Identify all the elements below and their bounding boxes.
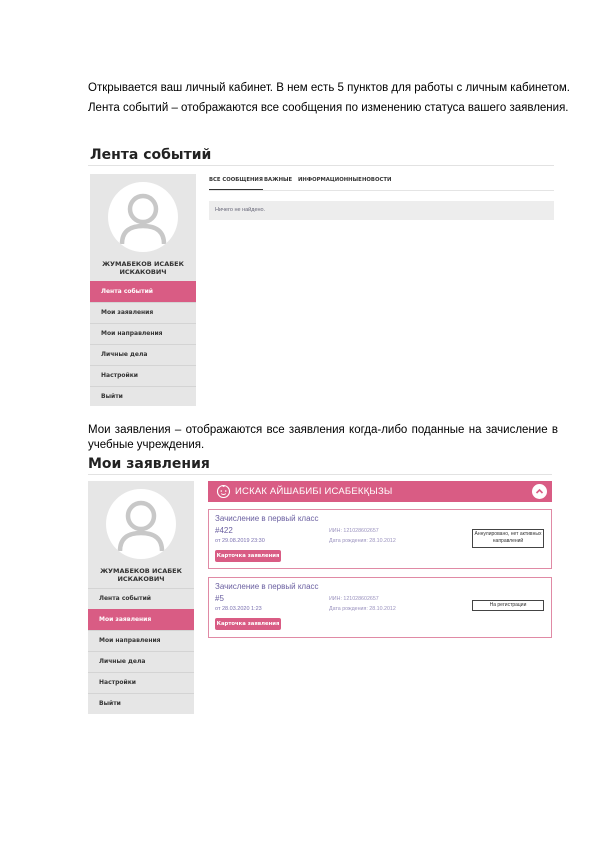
empty-results-box — [209, 201, 554, 220]
application-iin: ИИН: 121028602657 — [329, 596, 379, 602]
tab-informational[interactable]: ИНФОРМАЦИОННЫЕ — [298, 177, 362, 183]
applications-sidebar — [88, 481, 194, 714]
application-title: Зачисление в первый класс — [215, 514, 319, 523]
status-badge: На регистрации — [472, 600, 544, 611]
avatar — [106, 489, 176, 559]
user-name: ЖУМАБЕКОВ ИСАБЕК ИСКАКОВИЧ — [102, 260, 184, 276]
application-birth-date: Дата рождения: 28.10.2012 — [329, 606, 396, 612]
sidebar-item-settings[interactable]: Настройки — [90, 365, 196, 386]
application-card — [208, 509, 552, 569]
empty-message: Ничего не найдено. — [215, 207, 266, 213]
baby-face-icon — [216, 484, 231, 499]
sidebar-item-logout[interactable]: Выйти — [90, 386, 196, 407]
feed-tabs — [209, 176, 554, 191]
avatar — [108, 182, 178, 252]
sidebar-item-settings[interactable]: Настройки — [88, 672, 194, 693]
intro-paragraph: Открывается ваш личный кабинет. В нем есть 5 пунктов для работы с личным кабинетом. — [88, 82, 571, 94]
application-number: #422 — [215, 526, 233, 535]
applications-description-line1: Мои заявления – отображаются все заявления когда-либо поданные на зачисление в — [88, 424, 558, 436]
application-card-button[interactable]: Карточка заявления — [215, 618, 281, 630]
collapse-chevron-up-icon[interactable] — [532, 484, 547, 499]
tab-important[interactable]: ВАЖНЫЕ — [264, 177, 293, 183]
application-number: #5 — [215, 594, 224, 603]
application-birth-date: Дата рождения: 28.10.2012 — [329, 538, 396, 544]
child-name: ИСКАК АЙШАБИБІ ИСАБЕКҚЫЗЫ — [235, 486, 393, 497]
feed-description: Лента событий – отображаются все сообщения по изменению статуса вашего заявления. — [88, 102, 569, 114]
sidebar-item-personal-files[interactable]: Личные дела — [90, 344, 196, 365]
sidebar-item-referrals[interactable]: Мои направления — [90, 323, 196, 344]
application-card-button[interactable]: Карточка заявления — [215, 550, 281, 562]
sidebar-item-personal-files[interactable]: Личные дела — [88, 651, 194, 672]
sidebar-item-applications[interactable]: Мои заявления — [88, 609, 194, 630]
tab-news[interactable]: НОВОСТИ — [362, 177, 392, 183]
user-name: ЖУМАБЕКОВ ИСАБЕК ИСКАКОВИЧ — [100, 567, 182, 583]
status-badge: Аннулировано, нет активных направлений — [472, 529, 544, 548]
application-iin: ИИН: 121028602657 — [329, 528, 379, 534]
user-silhouette-icon — [108, 182, 178, 252]
sidebar-item-applications[interactable]: Мои заявления — [90, 302, 196, 323]
applications-page-title: Мои заявления — [88, 456, 210, 472]
application-card — [208, 577, 552, 638]
sidebar-item-feed[interactable]: Лента событий — [90, 281, 196, 302]
feed-page-title: Лента событий — [90, 147, 212, 163]
feed-sidebar — [90, 174, 196, 406]
application-title: Зачисление в первый класс — [215, 582, 319, 591]
application-date: от 29.08.2019 23:30 — [215, 538, 265, 544]
child-header[interactable] — [208, 481, 552, 502]
feed-title-divider — [88, 165, 554, 166]
user-silhouette-icon — [106, 489, 176, 559]
applications-description-line2: учебные учреждения. — [88, 439, 205, 451]
sidebar-item-logout[interactable]: Выйти — [88, 693, 194, 714]
applications-title-divider — [88, 474, 552, 475]
tab-all-messages[interactable]: ВСЕ СООБЩЕНИЯ — [209, 177, 263, 190]
sidebar-item-referrals[interactable]: Мои направления — [88, 630, 194, 651]
sidebar-item-feed[interactable]: Лента событий — [88, 588, 194, 609]
application-date: от 28.03.2020 1:23 — [215, 606, 262, 612]
